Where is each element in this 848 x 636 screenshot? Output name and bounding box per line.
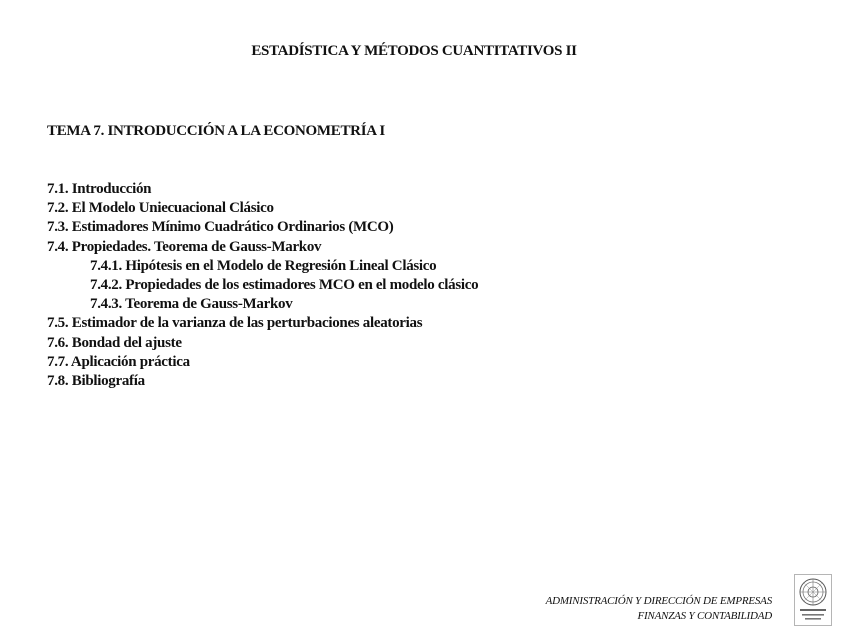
seal-emblem-icon bbox=[795, 575, 831, 625]
toc-item: 7.2. El Modelo Uniecuacional Clásico bbox=[47, 200, 274, 217]
toc-item: 7.5. Estimador de la varianza de las perturbaciones aleatorias bbox=[47, 315, 423, 332]
topic-title: TEMA 7. INTRODUCCIÓN A LA ECONOMETRÍA I bbox=[47, 123, 385, 139]
toc-item: 7.8. Bibliografía bbox=[47, 373, 145, 390]
course-title: ESTADÍSTICA Y MÉTODOS CUANTITATIVOS II bbox=[251, 43, 577, 59]
toc-item: 7.7. Aplicación práctica bbox=[47, 353, 190, 370]
toc-item: 7.3. Estimadores Mínimo Cuadrático Ordinarios (MCO) bbox=[47, 219, 394, 236]
footer-line-1: ADMINISTRACIÓN Y DIRECCIÓN DE EMPRESAS bbox=[545, 595, 772, 607]
table-of-contents bbox=[47, 180, 478, 391]
footer-degree-text bbox=[546, 594, 772, 624]
toc-item: 7.1. Introducción bbox=[47, 181, 152, 197]
university-seal-logo bbox=[794, 574, 832, 626]
toc-item: 7.4. Propiedades. Teorema de Gauss-Markov bbox=[47, 238, 322, 255]
toc-subitem: 7.4.3. Teorema de Gauss-Markov bbox=[90, 296, 293, 313]
toc-subitem: 7.4.1. Hipótesis en el Modelo de Regresión Lineal Clásico bbox=[90, 257, 437, 274]
toc-item: 7.6. Bondad del ajuste bbox=[47, 334, 182, 351]
toc-subitem: 7.4.2. Propiedades de los estimadores MCO en el modelo clásico bbox=[90, 277, 479, 294]
footer-line-2: FINANZAS Y CONTABILIDAD bbox=[637, 610, 772, 622]
